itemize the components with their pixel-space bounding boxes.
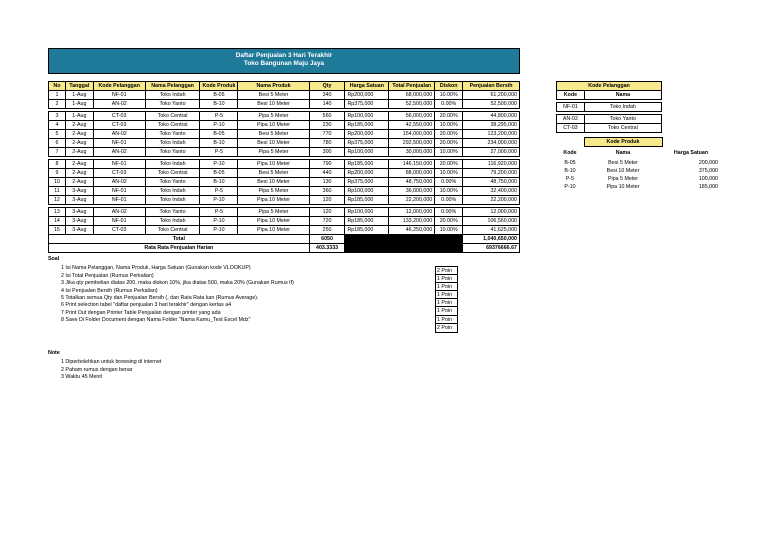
row-discount[interactable]: 10.00% xyxy=(435,121,463,130)
product-name[interactable]: Pipa 5 Meter xyxy=(607,175,639,182)
row-customer-code[interactable]: NF-01 xyxy=(93,196,145,205)
table-row xyxy=(49,121,520,130)
soal-item[interactable]: 1 Isi Nama Pelanggan, Nama Produk, Harga Satuan (Gunakan kode VLOOKUP) xyxy=(61,265,251,272)
sales-table-header xyxy=(49,82,520,91)
note-item[interactable]: 1 Diperbolehkan untuk browsing di internet xyxy=(61,359,162,366)
row-customer-code[interactable]: AN-02 xyxy=(93,130,145,139)
table-row xyxy=(556,159,720,167)
row-product-name[interactable]: Besi 5 Meter xyxy=(238,169,309,178)
row-date[interactable]: 3-Aug xyxy=(65,226,93,235)
row-qty[interactable]: 780 xyxy=(309,139,345,148)
row-date[interactable]: 2-Aug xyxy=(65,139,93,148)
soal-item[interactable]: 2 Isi Total Penjualan (Rumus Perkalian) xyxy=(61,272,154,279)
col-header[interactable]: Diskon xyxy=(435,82,463,91)
black-cell[interactable] xyxy=(389,244,435,253)
row-unit-price[interactable]: Rp185,000 xyxy=(345,196,389,205)
row-customer-name[interactable]: Toko Yanto xyxy=(145,208,200,217)
customer-code[interactable]: CT-03 xyxy=(557,124,585,133)
table-row xyxy=(49,130,520,139)
row-net-sales[interactable]: 44,800,000 xyxy=(463,112,520,121)
row-unit-price[interactable]: Rp185,000 xyxy=(345,217,389,226)
product-code[interactable]: B-10 xyxy=(564,167,576,174)
note-heading: Note xyxy=(48,350,60,356)
row-discount[interactable]: 0.00% xyxy=(435,208,463,217)
row-total-sales[interactable]: 56,000,000 xyxy=(389,112,435,121)
total-label[interactable]: Total xyxy=(49,235,310,244)
row-qty[interactable]: 360 xyxy=(309,187,345,196)
row-no[interactable]: 11 xyxy=(49,187,66,196)
col-header[interactable]: Kode Pelanggan xyxy=(93,82,145,91)
row-unit-price[interactable]: Rp185,000 xyxy=(345,226,389,235)
row-discount[interactable]: 20.00% xyxy=(435,130,463,139)
row-qty[interactable]: 770 xyxy=(309,130,345,139)
table-row xyxy=(49,208,520,217)
col-header[interactable]: Kode xyxy=(557,91,585,100)
row-product-code[interactable]: P-10 xyxy=(200,121,238,130)
row-net-sales[interactable]: 12,000,000 xyxy=(463,208,520,217)
row-customer-code[interactable]: AN-02 xyxy=(93,148,145,157)
product-price[interactable]: 200,000 xyxy=(698,159,718,166)
row-total-sales[interactable]: 68,000,000 xyxy=(389,91,435,100)
col-header[interactable]: Harga Satuan xyxy=(673,149,709,156)
row-discount[interactable]: 10.00% xyxy=(435,148,463,157)
row-qty[interactable]: 720 xyxy=(309,217,345,226)
row-net-sales[interactable]: 234,000,000 xyxy=(463,139,520,148)
row-customer-name[interactable]: Toko Central xyxy=(145,226,200,235)
row-unit-price[interactable]: Rp375,000 xyxy=(345,139,389,148)
row-qty[interactable]: 140 xyxy=(309,100,345,109)
table-row xyxy=(556,167,720,175)
row-customer-name[interactable]: Toko Yanto xyxy=(145,178,200,187)
row-customer-code[interactable]: CT-03 xyxy=(93,112,145,121)
row-net-sales[interactable]: 123,200,000 xyxy=(463,130,520,139)
row-total-sales[interactable]: 48,750,000 xyxy=(389,178,435,187)
average-row xyxy=(49,244,520,253)
row-total-sales[interactable]: 154,000,000 xyxy=(389,130,435,139)
table-row xyxy=(557,124,662,133)
soal-heading: Soal xyxy=(48,256,60,262)
row-net-sales[interactable]: 48,750,000 xyxy=(463,178,520,187)
customer-code-caption[interactable]: Kode Pelanggan xyxy=(557,82,662,91)
table-row xyxy=(556,183,720,191)
row-product-code[interactable]: P-10 xyxy=(200,196,238,205)
customer-code-table xyxy=(556,81,662,133)
points-cell[interactable]: 1 Poin xyxy=(436,275,457,283)
row-qty[interactable]: 790 xyxy=(309,160,345,169)
row-product-name[interactable]: Besi 10 Meter xyxy=(238,139,309,148)
row-product-code[interactable]: B-05 xyxy=(200,130,238,139)
row-no[interactable]: 9 xyxy=(49,169,66,178)
row-no[interactable]: 7 xyxy=(49,148,66,157)
row-customer-name[interactable]: Toko Central xyxy=(145,112,200,121)
row-qty[interactable]: 560 xyxy=(309,112,345,121)
soal-item[interactable]: 8 Save Di Folder Document dengan Nama Folder "Nama Kamu_Test Excel Mdz" xyxy=(61,317,251,324)
note-item[interactable]: 3 Waktu 45 Menit xyxy=(61,374,103,381)
row-net-sales[interactable]: 79,200,000 xyxy=(463,169,520,178)
row-no[interactable]: 13 xyxy=(49,208,66,217)
soal-item[interactable]: 4 Isi Penjualan Bersih (Rumus Perkalian) xyxy=(61,287,158,294)
row-date[interactable]: 2-Aug xyxy=(65,130,93,139)
row-product-code[interactable]: P-5 xyxy=(200,208,238,217)
average-net-sales[interactable]: 69376666.67 xyxy=(463,244,520,253)
points-cell[interactable]: 1 Poin xyxy=(436,307,457,315)
empty-cell xyxy=(662,138,720,147)
points-cell[interactable]: 1 Poin xyxy=(436,299,457,307)
table-row xyxy=(557,115,662,124)
row-net-sales[interactable]: 38,295,000 xyxy=(463,121,520,130)
row-no[interactable]: 15 xyxy=(49,226,66,235)
table-row xyxy=(556,175,720,183)
row-total-sales[interactable]: 42,550,000 xyxy=(389,121,435,130)
row-discount[interactable]: 0.00% xyxy=(435,100,463,109)
customer-name[interactable]: Toko Indah xyxy=(584,103,661,112)
row-date[interactable]: 3-Aug xyxy=(65,208,93,217)
row-no[interactable]: 8 xyxy=(49,160,66,169)
row-date[interactable]: 1-Aug xyxy=(65,112,93,121)
product-price[interactable]: 100,000 xyxy=(698,175,718,182)
black-cell[interactable] xyxy=(345,235,389,244)
row-product-code[interactable]: P-5 xyxy=(200,112,238,121)
row-qty[interactable]: 120 xyxy=(309,196,345,205)
row-customer-code[interactable]: NF-01 xyxy=(93,91,145,100)
row-date[interactable]: 2-Aug xyxy=(65,178,93,187)
row-customer-code[interactable]: CT-03 xyxy=(93,121,145,130)
black-cell[interactable] xyxy=(435,235,463,244)
row-unit-price[interactable]: Rp200,000 xyxy=(345,91,389,100)
row-customer-code[interactable]: NF-01 xyxy=(93,217,145,226)
row-date[interactable]: 3-Aug xyxy=(65,187,93,196)
row-date[interactable]: 2-Aug xyxy=(65,160,93,169)
row-date[interactable]: 2-Aug xyxy=(65,169,93,178)
row-customer-code[interactable]: AN-02 xyxy=(93,178,145,187)
row-total-sales[interactable]: 22,200,000 xyxy=(389,196,435,205)
col-header[interactable]: Nama Produk xyxy=(238,82,309,91)
points-cell[interactable]: 1 Poin xyxy=(436,291,457,299)
product-code[interactable]: B-05 xyxy=(564,159,576,166)
product-code-table xyxy=(556,137,720,191)
row-net-sales[interactable]: 41,625,000 xyxy=(463,226,520,235)
col-header[interactable]: Nama Pelanggan xyxy=(145,82,200,91)
sheet-title: Daftar Penjualan 3 Hari Terakhir xyxy=(235,52,333,59)
row-customer-name[interactable]: Toko Yanto xyxy=(145,130,200,139)
row-net-sales[interactable]: 61,200,000 xyxy=(463,91,520,100)
row-product-code[interactable]: B-05 xyxy=(200,169,238,178)
points-column xyxy=(435,266,458,333)
table-row xyxy=(49,112,520,121)
soal-item[interactable]: 3 Jika qty pembelian diatas 200, maka diskon 10%, jika diatas 500, maka 20% (Gunakan Rumus If) xyxy=(61,280,294,287)
sheet-title-banner xyxy=(48,48,520,74)
row-total-sales[interactable]: 12,000,000 xyxy=(389,208,435,217)
row-product-name[interactable]: Pipa 10 Meter xyxy=(238,160,309,169)
row-discount[interactable]: 20.00% xyxy=(435,160,463,169)
row-qty[interactable]: 300 xyxy=(309,148,345,157)
row-product-code[interactable]: B-10 xyxy=(200,100,238,109)
row-date[interactable]: 1-Aug xyxy=(65,91,93,100)
row-customer-code[interactable]: CT-03 xyxy=(93,226,145,235)
sales-table-body xyxy=(49,91,520,235)
row-customer-code[interactable]: AN-02 xyxy=(93,208,145,217)
col-header[interactable]: Qty xyxy=(309,82,345,91)
row-date[interactable]: 1-Aug xyxy=(65,100,93,109)
row-qty[interactable]: 130 xyxy=(309,178,345,187)
soal-item[interactable]: 5 Totalkan semua Qty dan Penjualan Bersih (, dan Rata Rata kan (Rumus Average). xyxy=(61,295,259,302)
product-name[interactable]: Besi 10 Meter xyxy=(606,167,640,174)
table-row xyxy=(49,178,520,187)
col-header[interactable]: Penjualan Bersih xyxy=(463,82,520,91)
soal-item[interactable]: 6 Print selection tabel "daftar penjualan 3 hari terakhir" dengan kertas a4 xyxy=(61,302,232,309)
col-header[interactable]: Nama xyxy=(615,149,631,156)
row-product-name[interactable]: Besi 5 Meter xyxy=(238,130,309,139)
row-product-name[interactable]: Pipa 10 Meter xyxy=(238,196,309,205)
row-product-name[interactable]: Pipa 5 Meter xyxy=(238,148,309,157)
product-code-caption[interactable]: Kode Produk xyxy=(584,138,662,147)
row-product-code[interactable]: P-5 xyxy=(200,148,238,157)
row-product-code[interactable]: B-10 xyxy=(200,139,238,148)
row-customer-code[interactable]: NF-01 xyxy=(93,187,145,196)
row-date[interactable]: 3-Aug xyxy=(65,217,93,226)
row-net-sales[interactable]: 27,000,000 xyxy=(463,148,520,157)
empty-cell xyxy=(556,138,584,147)
product-price[interactable]: 375,000 xyxy=(698,167,718,174)
points-cell[interactable]: 1 Poin xyxy=(436,316,457,324)
row-discount[interactable]: 20.00% xyxy=(435,112,463,121)
row-total-sales[interactable]: 36,000,000 xyxy=(389,187,435,196)
sales-table xyxy=(48,81,520,253)
table-row xyxy=(49,139,520,148)
row-product-name[interactable]: Pipa 5 Meter xyxy=(238,112,309,121)
table-row xyxy=(49,187,520,196)
row-no[interactable]: 4 xyxy=(49,121,66,130)
black-cell[interactable] xyxy=(389,235,435,244)
row-customer-code[interactable]: AN-02 xyxy=(93,100,145,109)
col-header[interactable]: No xyxy=(49,82,66,91)
table-row xyxy=(49,100,520,109)
row-product-code[interactable]: P-10 xyxy=(200,160,238,169)
table-row xyxy=(49,226,520,235)
row-net-sales[interactable]: 106,560,000 xyxy=(463,217,520,226)
row-product-code[interactable]: B-10 xyxy=(200,178,238,187)
row-date[interactable]: 2-Aug xyxy=(65,148,93,157)
row-discount[interactable]: 20.00% xyxy=(435,217,463,226)
row-total-sales[interactable]: 133,200,000 xyxy=(389,217,435,226)
row-no[interactable]: 14 xyxy=(49,217,66,226)
note-section xyxy=(48,350,161,382)
black-cell[interactable] xyxy=(345,244,389,253)
row-customer-name[interactable]: Toko Indah xyxy=(145,187,200,196)
row-product-name[interactable]: Pipa 10 Meter xyxy=(238,217,309,226)
row-product-code[interactable]: B-05 xyxy=(200,91,238,100)
row-customer-name[interactable]: Toko Central xyxy=(145,169,200,178)
col-header[interactable]: Total Penjualan xyxy=(389,82,435,91)
product-code-body xyxy=(556,157,720,191)
row-no[interactable]: 2 xyxy=(49,100,66,109)
row-no[interactable]: 3 xyxy=(49,112,66,121)
row-net-sales[interactable]: 52,500,000 xyxy=(463,100,520,109)
row-discount[interactable]: 10.00% xyxy=(435,91,463,100)
table-row xyxy=(49,91,520,100)
total-qty[interactable]: 6050 xyxy=(309,235,345,244)
row-product-code[interactable]: P-10 xyxy=(200,226,238,235)
row-total-sales[interactable]: 146,150,000 xyxy=(389,160,435,169)
total-net-sales[interactable]: 1,040,650,000 xyxy=(463,235,520,244)
row-unit-price[interactable]: Rp375,000 xyxy=(345,100,389,109)
row-customer-name[interactable]: Toko Yanto xyxy=(145,100,200,109)
row-product-name[interactable]: Pipa 5 Meter xyxy=(238,208,309,217)
row-product-code[interactable]: P-5 xyxy=(200,187,238,196)
row-qty[interactable]: 250 xyxy=(309,226,345,235)
row-unit-price[interactable]: Rp100,000 xyxy=(345,148,389,157)
row-customer-code[interactable]: CT-03 xyxy=(93,169,145,178)
row-customer-name[interactable]: Toko Indah xyxy=(145,91,200,100)
row-no[interactable]: 6 xyxy=(49,139,66,148)
average-qty[interactable]: 403.3333 xyxy=(309,244,345,253)
col-header[interactable]: Nama xyxy=(584,91,661,100)
table-row xyxy=(557,103,662,112)
row-unit-price[interactable]: Rp185,000 xyxy=(345,121,389,130)
table-row xyxy=(49,160,520,169)
customer-name[interactable]: Toko Central xyxy=(584,124,661,133)
row-discount[interactable]: 10.00% xyxy=(435,226,463,235)
row-total-sales[interactable]: 292,500,000 xyxy=(389,139,435,148)
row-net-sales[interactable]: 22,200,000 xyxy=(463,196,520,205)
row-no[interactable]: 12 xyxy=(49,196,66,205)
row-discount[interactable]: 10.00% xyxy=(435,187,463,196)
row-net-sales[interactable]: 116,920,000 xyxy=(463,160,520,169)
product-name[interactable]: Pipa 10 Meter xyxy=(606,183,640,190)
row-unit-price[interactable]: Rp100,000 xyxy=(345,208,389,217)
total-row xyxy=(49,235,520,244)
points-cell[interactable]: 2 Poin xyxy=(437,324,453,331)
row-qty[interactable]: 340 xyxy=(309,91,345,100)
row-unit-price[interactable]: Rp185,000 xyxy=(345,160,389,169)
row-qty[interactable]: 230 xyxy=(309,121,345,130)
customer-code-body xyxy=(557,100,662,133)
note-item[interactable]: 2 Paham rumus dengan benar xyxy=(61,366,133,373)
row-unit-price[interactable]: Rp200,000 xyxy=(345,169,389,178)
row-qty[interactable]: 120 xyxy=(309,208,345,217)
col-header[interactable]: Tanggal xyxy=(65,82,93,91)
row-product-name[interactable]: Besi 10 Meter xyxy=(238,100,309,109)
row-product-name[interactable]: Besi 5 Meter xyxy=(238,91,309,100)
row-unit-price[interactable]: Rp100,000 xyxy=(345,112,389,121)
soal-section xyxy=(48,256,294,325)
row-total-sales[interactable]: 88,000,000 xyxy=(389,169,435,178)
row-customer-name[interactable]: Toko Yanto xyxy=(145,148,200,157)
row-net-sales[interactable]: 32,400,000 xyxy=(463,187,520,196)
black-cell[interactable] xyxy=(435,244,463,253)
table-row xyxy=(49,148,520,157)
row-total-sales[interactable]: 30,000,000 xyxy=(389,148,435,157)
points-cell[interactable]: 2 Poin xyxy=(436,267,457,275)
row-customer-code[interactable]: NF-01 xyxy=(93,160,145,169)
product-price[interactable]: 185,000 xyxy=(698,183,718,190)
customer-code[interactable]: NF-01 xyxy=(557,103,585,112)
row-discount[interactable]: 0.00% xyxy=(435,196,463,205)
row-discount[interactable]: 20.00% xyxy=(435,139,463,148)
row-date[interactable]: 2-Aug xyxy=(65,121,93,130)
row-unit-price[interactable]: Rp100,000 xyxy=(345,187,389,196)
row-product-name[interactable]: Pipa 10 Meter xyxy=(238,226,309,235)
product-code[interactable]: P-10 xyxy=(564,183,576,190)
col-header[interactable]: Kode xyxy=(563,149,577,156)
row-total-sales[interactable]: 46,250,000 xyxy=(389,226,435,235)
customer-name[interactable]: Toko Yanto xyxy=(584,115,661,124)
product-code[interactable]: P-5 xyxy=(565,175,575,182)
row-no[interactable]: 5 xyxy=(49,130,66,139)
points-cell[interactable]: 1 Poin xyxy=(436,283,457,291)
row-customer-name[interactable]: Toko Indah xyxy=(145,139,200,148)
row-product-name[interactable]: Besi 10 Meter xyxy=(238,178,309,187)
row-product-name[interactable]: Pipa 10 Meter xyxy=(238,121,309,130)
row-product-code[interactable]: P-10 xyxy=(200,217,238,226)
average-label[interactable]: Rata Rata Penjualan Harian xyxy=(49,244,310,253)
row-customer-name[interactable]: Toko Indah xyxy=(145,196,200,205)
row-customer-name[interactable]: Toko Indah xyxy=(145,160,200,169)
row-total-sales[interactable]: 52,500,000 xyxy=(389,100,435,109)
row-customer-name[interactable]: Toko Central xyxy=(145,121,200,130)
row-product-name[interactable]: Pipa 5 Meter xyxy=(238,187,309,196)
customer-code[interactable]: AN-02 xyxy=(557,115,585,124)
col-header[interactable]: Harga Satuan xyxy=(345,82,389,91)
sheet-subtitle: Toko Bangunan Maju Jaya xyxy=(243,60,325,67)
table-row xyxy=(49,217,520,226)
soal-item[interactable]: 7 Print Out dengan Printer Table Penjualan dengan printer yang ada xyxy=(61,309,221,316)
row-date[interactable]: 3-Aug xyxy=(65,196,93,205)
row-discount[interactable]: 10.00% xyxy=(435,169,463,178)
row-unit-price[interactable]: Rp375,000 xyxy=(345,178,389,187)
row-no[interactable]: 10 xyxy=(49,178,66,187)
row-customer-name[interactable]: Toko Indah xyxy=(145,217,200,226)
table-row xyxy=(49,169,520,178)
row-discount[interactable]: 0.00% xyxy=(435,178,463,187)
row-unit-price[interactable]: Rp200,000 xyxy=(345,130,389,139)
table-row xyxy=(49,196,520,205)
row-customer-code[interactable]: NF-01 xyxy=(93,139,145,148)
row-no[interactable]: 1 xyxy=(49,91,66,100)
col-header[interactable]: Kode Produk xyxy=(200,82,238,91)
product-name[interactable]: Besi 5 Meter xyxy=(608,159,638,166)
row-qty[interactable]: 440 xyxy=(309,169,345,178)
